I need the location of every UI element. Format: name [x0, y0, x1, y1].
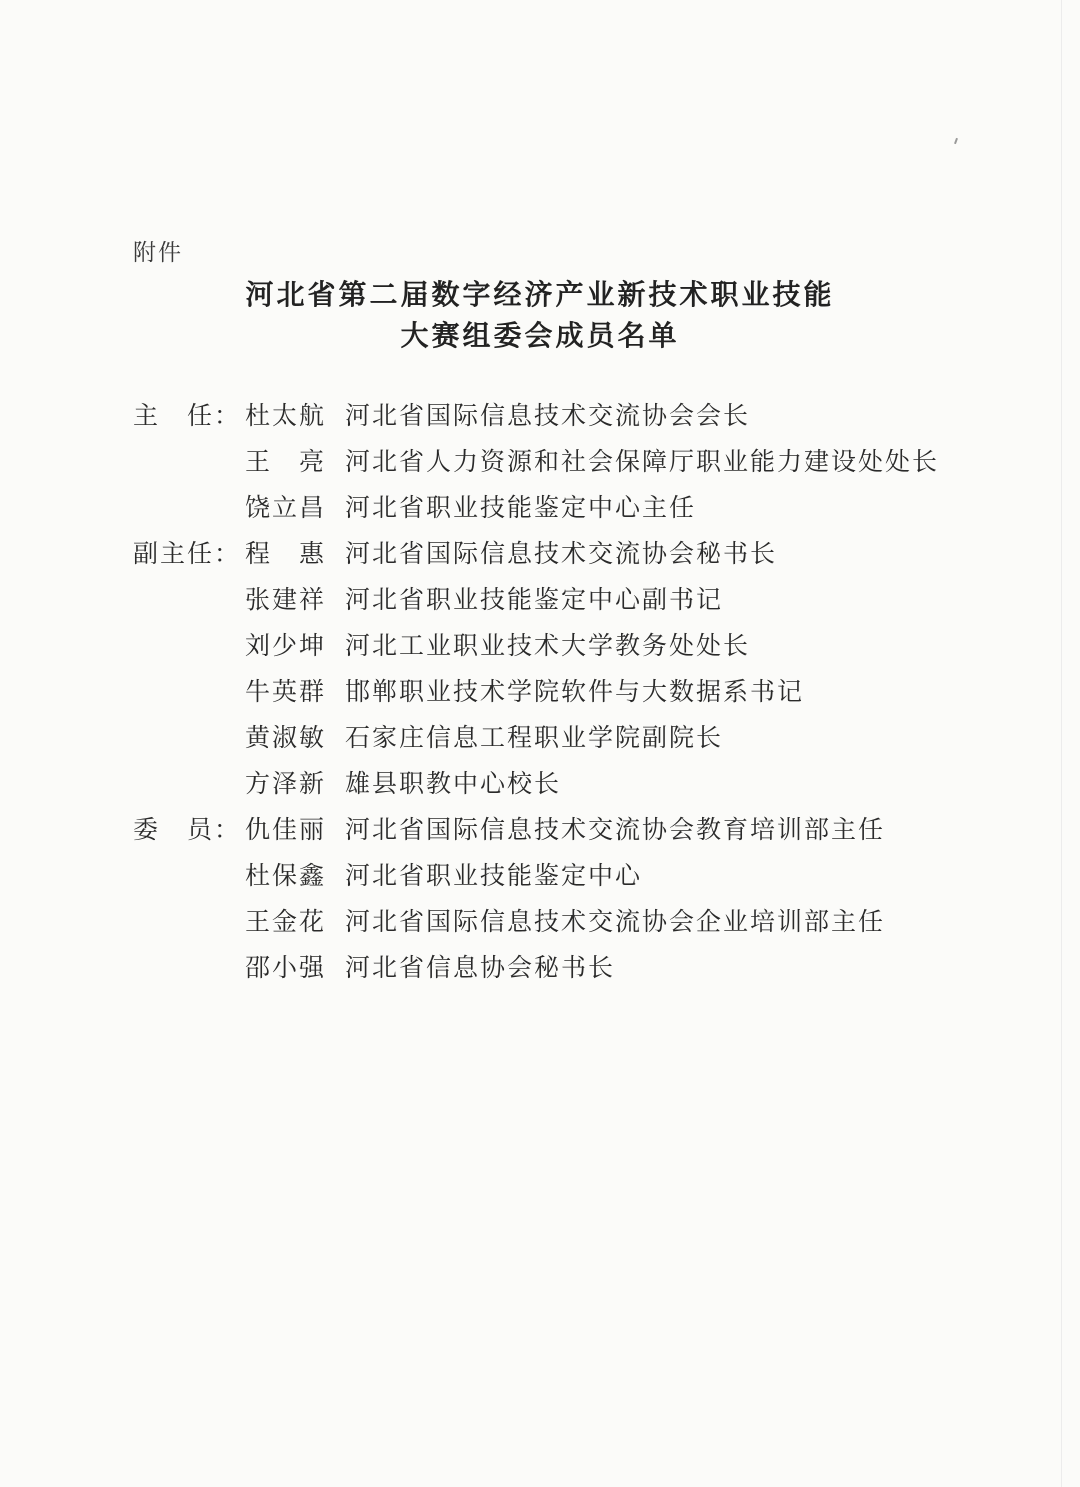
- member-name: 黄淑敏: [245, 723, 327, 752]
- member-name: 王 亮: [245, 447, 327, 476]
- member-name: 程 惠: [245, 539, 327, 568]
- member-org: 雄县职教中心校长: [345, 769, 562, 798]
- member-org: 石家庄信息工程职业学院副院长: [345, 723, 724, 752]
- member-org: 河北省国际信息技术交流协会秘书长: [345, 539, 778, 568]
- member-role: 主 任：: [133, 401, 242, 430]
- member-org: 河北省信息协会秘书长: [345, 953, 616, 982]
- member-org: 河北省国际信息技术交流协会企业培训部主任: [345, 907, 886, 936]
- member-role: 委 员：: [133, 815, 242, 844]
- member-org: 河北工业职业技术大学教务处处长: [345, 631, 751, 660]
- member-org: 河北省职业技能鉴定中心: [345, 861, 643, 890]
- document-title-line-1: 河北省第二届数字经济产业新技术职业技能: [245, 278, 835, 311]
- member-org: 邯郸职业技术学院软件与大数据系书记: [345, 677, 805, 706]
- scan-speck: [954, 138, 958, 144]
- member-org: 河北省职业技能鉴定中心主任: [345, 493, 697, 522]
- member-name: 邵小强: [245, 953, 327, 982]
- member-name: 方泽新: [245, 769, 327, 798]
- attachment-label: 附件: [133, 240, 183, 266]
- document-title-line-2: 大赛组委会成员名单: [400, 319, 680, 352]
- member-org: 河北省国际信息技术交流协会会长: [345, 401, 751, 430]
- member-role: 副主任：: [133, 539, 242, 568]
- member-name: 杜太航: [245, 401, 327, 430]
- member-name: 牛英群: [245, 677, 327, 706]
- member-name: 张建祥: [245, 585, 327, 614]
- member-name: 杜保鑫: [245, 861, 327, 890]
- member-name: 仇佳丽: [245, 815, 327, 844]
- member-org: 河北省职业技能鉴定中心副书记: [345, 585, 724, 614]
- member-name: 王金花: [245, 907, 327, 936]
- member-name: 饶立昌: [245, 493, 327, 522]
- page-edge: [1061, 0, 1062, 1487]
- member-org: 河北省人力资源和社会保障厅职业能力建设处处长: [345, 447, 940, 476]
- member-org: 河北省国际信息技术交流协会教育培训部主任: [345, 815, 886, 844]
- member-name: 刘少坤: [245, 631, 327, 660]
